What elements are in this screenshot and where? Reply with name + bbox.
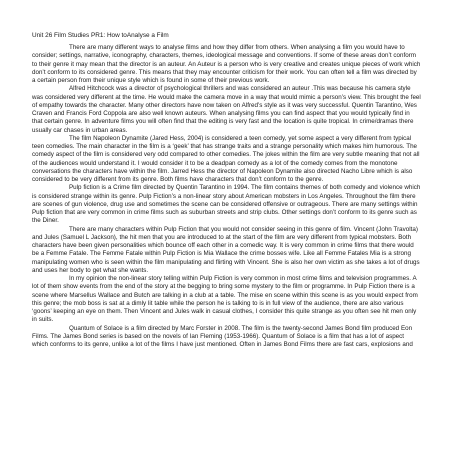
paragraph-pulp-fiction: Pulp fiction is a Crime film directed by Quentin Tarantino in 1994. The film contains themes of both comedy and violence which is considered strange within its genre. Pulp Fiction’s a non-linear story about American mobsters in Los Angeles. Throughout the film there are scenes of gun violence, drug use and sometimes the scene can be considered offensive or outrageous. There are many settings within Pulp fiction that are very common in crime films such as suburban streets and strip clubs. Other settings don’t conform to its genre such as the Diner. <box>32 184 421 225</box>
paragraph-quantum-of-solace: Quantum of Solace is a film directed by Marc Forster in 2008. The film is the twenty-second James Bond film produced Eon Films. The James Bond series is based on the novels of Ian Fleming (1953-1966). Quantum of Solace is a film that has a lot of aspect which conforms to its genre, unlike a lot of the films I have just mentioned. Often in James Bond Films there are fast cars, explosions and <box>32 324 413 348</box>
document-title: Unit 26 Film Studies PR1: How toAnalyse a Film <box>32 32 169 39</box>
paragraph-intro: There are many different ways to analyse films and how they differ from others. When analysing a film you would have to consider; settings, narrative, iconography, characters, themes, ideological message and conventions. If some of these areas don’t conform to their genre it may mean that the director is an auteur. An Auteur is a person who is very creative and creates unique pieces of work which don’t conform to its considered genre. This means that they may encounter criticism for their work. You can often tell a film was directed by a certain person from their unique style which is found in some of their previous work. <box>32 44 421 84</box>
paragraph-napoleon-dynamite: The film Napoleon Dynamite (Jared Hess, 2004) is considered a teen comedy, yet some aspect a very different from typical teen comedies. The main character in the film is a ‘geek’ that has strange traits and a strange personality which makes him humorous. The comedy aspect of the film is considered very odd compared to other comedies. The jokes within the film are very subtle meaning that not all of the audiences would understand it. I would consider it to be a deadpan comedy as a lot of the comedy comes from the monotone conversations the characters have within the film. Jarred Hess the director of Napoleon Dynamite also directed Nacho Libre which is also considered to be very different from its genre. Both films have characters that don’t conform to the genre. <box>32 134 420 183</box>
paragraph-hitchcock: Alfred Hitchcock was a director of psychological thrillers and was considered an auteur .This was because his camera style was considered very different at the time. He would make the camera move in a way that would mimic a person’s view. This brought the feel of empathy towards the character. Many other directors have now taken on Alfred’s style as it was very successful. Quentin Tarantino, Wes Craven and Francis Ford Coppola are also well known auteurs. When analysing films you can find aspect that you would typically find in that certain genre. In adventure films you will often find that the editing is very fast and the location is quite tropical. In crime/dramas there usually car chases in urban areas. <box>32 85 421 134</box>
paragraph-non-linear-story: In my opinion the non-linear story telling within Pulp Fiction is very common in most crime films and television programmes. A lot of them show events from the end of the story at the begging to bring some mystery to the film or programme. In Pulp Fiction there is a scene where Marsellus Wallace and Butch are talking in a club at a table. The mise en scene within this scene is as you would expect from this genre; the mob boss is sat at a dimly lit table while the person he is talking to is in full view of the audience, there are also various ‘goons’ keeping an eye on them. Then Vincent and Jules walk in casual clothes, I consider this quite strange as you often see hit men only in suits. <box>32 275 418 324</box>
paragraph-pulp-fiction-characters: There are many characters within Pulp Fiction that you would not consider seeing in this genre of film. Vincent (John Travolta) and Jules (Samuel L Jackson), the hit men that you are introduced to at the start of the film are very different from typical mobsters. Both characters have been given personalities which bounce off each other in a comedic way. It is very common in crime films that there would be a Femme Fatale. The Femme Fatale within Pulp Fiction is Mia Wallace the crime bosses wife. Like all Femme Fatales Mia is a strong manipulating women who is seen within the film manipulating and flirting with Vincent. She is also her own victim as she takes a lot of drugs and uses her body to get what she wants. <box>32 225 420 274</box>
